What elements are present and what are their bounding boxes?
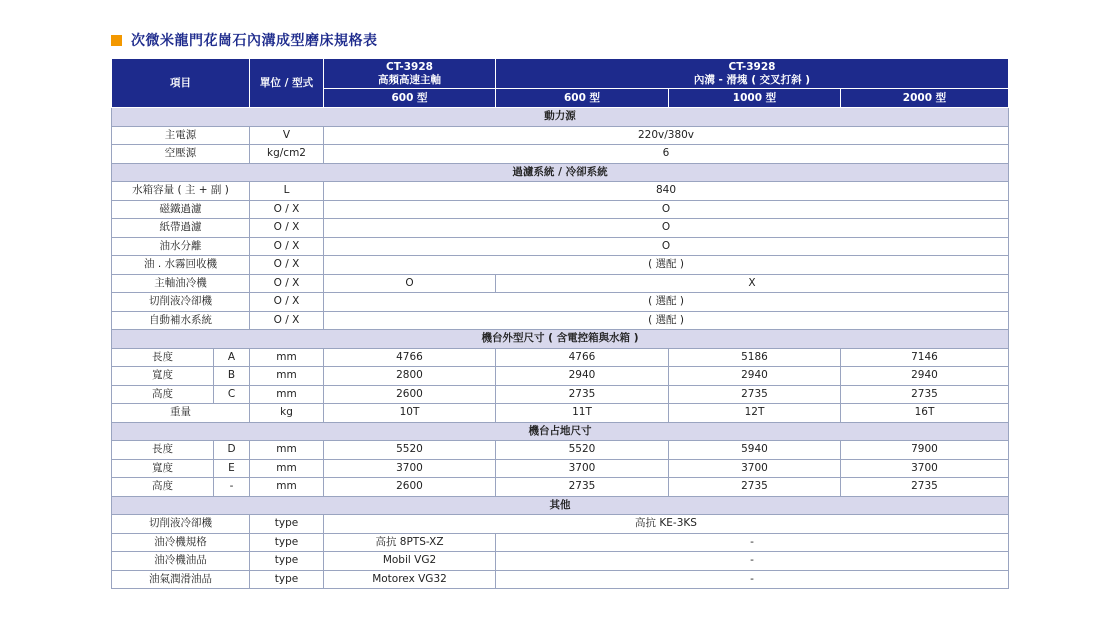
row-label: 長度: [112, 441, 214, 460]
section-title: 機台占地尺寸: [112, 422, 1009, 441]
row-code: D: [214, 441, 250, 460]
row-unit: O / X: [250, 293, 324, 312]
row-label: 主電源: [112, 126, 250, 145]
table-row: [112, 533, 1009, 552]
row-value: O: [324, 237, 1009, 256]
row-code: -: [214, 478, 250, 497]
row-unit: mm: [250, 385, 324, 404]
section-row: [112, 163, 1009, 182]
row-unit: mm: [250, 459, 324, 478]
table-header-row: [112, 59, 1009, 89]
table-row: [112, 311, 1009, 330]
row-value: O: [324, 200, 1009, 219]
header-size: 600 型: [324, 89, 496, 108]
table-row: [112, 256, 1009, 275]
page-title: 次微米龍門花崗石內溝成型磨床規格表: [131, 33, 378, 49]
row-label: 切削液冷卻機: [112, 515, 250, 534]
row-label: 油氣潤滑油品: [112, 570, 250, 589]
row-value: 3700: [841, 459, 1009, 478]
row-unit: L: [250, 182, 324, 201]
table-row: [112, 367, 1009, 386]
row-value: 3700: [496, 459, 669, 478]
row-code: C: [214, 385, 250, 404]
row-unit: V: [250, 126, 324, 145]
row-label: 高度: [112, 478, 214, 497]
row-value: 高抗 8PTS-XZ: [324, 533, 496, 552]
row-value: 7146: [841, 348, 1009, 367]
title-row: [111, 30, 378, 50]
table-row: [112, 293, 1009, 312]
table-row: [112, 552, 1009, 571]
row-value: 2735: [496, 478, 669, 497]
row-value: 2940: [669, 367, 841, 386]
header-model-2-code: CT-3928: [728, 60, 776, 73]
spec-table: [111, 58, 1009, 589]
table-row: [112, 404, 1009, 423]
row-value: 3700: [324, 459, 496, 478]
row-code: A: [214, 348, 250, 367]
row-value: 2735: [841, 478, 1009, 497]
table-row: [112, 515, 1009, 534]
row-value: 2940: [496, 367, 669, 386]
row-label: 紙帶過濾: [112, 219, 250, 238]
row-value: -: [496, 552, 1009, 571]
row-value: 2940: [841, 367, 1009, 386]
row-unit: type: [250, 515, 324, 534]
table-row: [112, 145, 1009, 164]
row-label: 油冷機油品: [112, 552, 250, 571]
row-value: 7900: [841, 441, 1009, 460]
row-value: 11T: [496, 404, 669, 423]
row-label: 空壓源: [112, 145, 250, 164]
section-title: 機台外型尺寸 ( 含電控箱與水箱 ): [112, 330, 1009, 349]
row-label: 長度: [112, 348, 214, 367]
row-value: -: [496, 533, 1009, 552]
row-value: ( 選配 ): [324, 293, 1009, 312]
table-row: [112, 570, 1009, 589]
header-size: 2000 型: [841, 89, 1009, 108]
row-value: Mobil VG2: [324, 552, 496, 571]
row-label: 寬度: [112, 367, 214, 386]
row-value: 2735: [841, 385, 1009, 404]
row-label: 主軸油冷機: [112, 274, 250, 293]
row-unit: O / X: [250, 311, 324, 330]
row-value: 6: [324, 145, 1009, 164]
row-value: 10T: [324, 404, 496, 423]
header-size: 600 型: [496, 89, 669, 108]
section-title: 動力源: [112, 108, 1009, 127]
row-value: 840: [324, 182, 1009, 201]
section-row: [112, 330, 1009, 349]
row-value: -: [496, 570, 1009, 589]
row-value: 5940: [669, 441, 841, 460]
row-label: 重量: [112, 404, 250, 423]
row-value: 220v/380v: [324, 126, 1009, 145]
header-model-1: [324, 59, 496, 89]
row-unit: kg: [250, 404, 324, 423]
row-unit: mm: [250, 441, 324, 460]
row-value: 5186: [669, 348, 841, 367]
row-value: 高抗 KE-3KS: [324, 515, 1009, 534]
row-unit: O / X: [250, 274, 324, 293]
table-row: [112, 385, 1009, 404]
section-title: 過濾系統 / 冷卻系統: [112, 163, 1009, 182]
row-unit: type: [250, 533, 324, 552]
row-value: 5520: [324, 441, 496, 460]
row-code: E: [214, 459, 250, 478]
row-label: 磁鐵過濾: [112, 200, 250, 219]
row-unit: mm: [250, 367, 324, 386]
row-unit: mm: [250, 348, 324, 367]
row-unit: kg/cm2: [250, 145, 324, 164]
row-unit: type: [250, 552, 324, 571]
header-model-1-code: CT-3928: [386, 60, 433, 73]
row-value: X: [496, 274, 1009, 293]
row-label: 油 . 水霧回收機: [112, 256, 250, 275]
table-row: [112, 219, 1009, 238]
row-value: 12T: [669, 404, 841, 423]
row-unit: mm: [250, 478, 324, 497]
row-label: 油冷機規格: [112, 533, 250, 552]
row-unit: type: [250, 570, 324, 589]
table-row: [112, 459, 1009, 478]
row-label: 切削液冷卻機: [112, 293, 250, 312]
section-row: [112, 108, 1009, 127]
row-unit: O / X: [250, 256, 324, 275]
table-row: [112, 274, 1009, 293]
table-row: [112, 348, 1009, 367]
row-unit: O / X: [250, 200, 324, 219]
table-row: [112, 237, 1009, 256]
header-unit: 單位 / 型式: [250, 59, 324, 108]
row-value: Motorex VG32: [324, 570, 496, 589]
section-title: 其他: [112, 496, 1009, 515]
header-model-2-desc: 內溝 - 滑塊 ( 交叉打斜 ): [693, 73, 811, 86]
section-row: [112, 422, 1009, 441]
row-label: 油水分離: [112, 237, 250, 256]
row-unit: O / X: [250, 237, 324, 256]
row-label: 寬度: [112, 459, 214, 478]
row-value: 2800: [324, 367, 496, 386]
row-value: ( 選配 ): [324, 256, 1009, 275]
table-row: [112, 200, 1009, 219]
row-label: 水箱容量 ( 主 + 副 ): [112, 182, 250, 201]
table-row: [112, 441, 1009, 460]
row-unit: O / X: [250, 219, 324, 238]
row-value: 16T: [841, 404, 1009, 423]
row-value: O: [324, 274, 496, 293]
row-value: 3700: [669, 459, 841, 478]
row-value: 2600: [324, 478, 496, 497]
table-row: [112, 182, 1009, 201]
table-row: [112, 126, 1009, 145]
header-item: 項目: [112, 59, 250, 108]
row-value: 5520: [496, 441, 669, 460]
row-value: 4766: [324, 348, 496, 367]
title-square-icon: [111, 35, 122, 46]
row-label: 自動補水系統: [112, 311, 250, 330]
row-value: ( 選配 ): [324, 311, 1009, 330]
header-model-2: [496, 59, 1009, 89]
header-model-1-desc: 高頻高速主軸: [378, 73, 441, 86]
row-value: 4766: [496, 348, 669, 367]
row-label: 高度: [112, 385, 214, 404]
row-value: O: [324, 219, 1009, 238]
row-value: 2735: [669, 478, 841, 497]
row-code: B: [214, 367, 250, 386]
section-row: [112, 496, 1009, 515]
row-value: 2735: [496, 385, 669, 404]
row-value: 2735: [669, 385, 841, 404]
header-size: 1000 型: [669, 89, 841, 108]
table-row: [112, 478, 1009, 497]
row-value: 2600: [324, 385, 496, 404]
